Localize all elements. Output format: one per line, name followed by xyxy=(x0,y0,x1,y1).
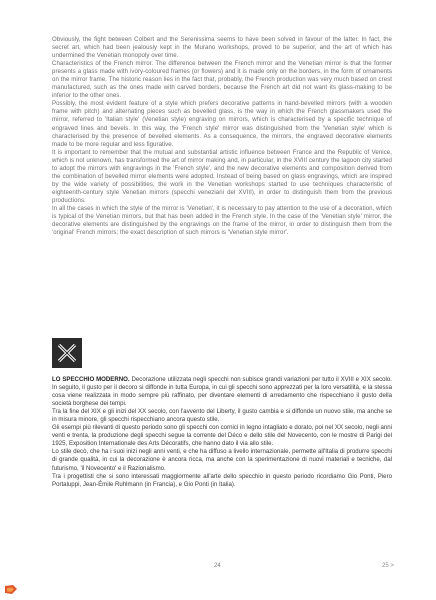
english-paragraph-3: Possibly, the most evident feature of a style which prefers decorative patterns in hand-bevelled mirrors (with a wooden frame with pitch) and alternating pieces such as bevelled glass, is the way in which the French glassmakers used the mirror, referred to 'Italian style' (Venetian style) engraving on mirrors, which is characterised by a specific technique of engraved lines and bevels. In this way, the 'French style' mirror was distinguished from the 'Venetian style' which is characterised by the presence of bevelled elements. As a consequence, the mirrors, the engraved decorative elements made to be more regular and less figurative. xyxy=(52,100,392,148)
italian-section-heading: LO SPECCHIO MODERNO. xyxy=(52,376,130,383)
italian-paragraph-3: Gli esempi più rilevanti di questo periodo sono gli specchi con cornici in legno intagliato e dorato, poi nel XX secolo, negli anni venti e trenta, la produzione degli specchi segue la corrente del Déco e dello stile del Novecento, con le mostre di Parigi del 1925, Exposition Internationale des Arts Décoratifs, che hanno dato il via allo stile. xyxy=(52,424,392,448)
italian-paragraph-1 xyxy=(52,376,392,408)
english-text-block xyxy=(52,36,392,237)
english-paragraph-5: In all the cases in which the style of the mirror is 'Venetian', it is necessary to pay attention to the use of a decoration, which is typical of the Venetian mirrors, but that has been added in the French style. In the case of the 'Venetian style' mirror, the decorative elements are distinguished by the engravings on the frame of the mirror, in order to distinguish them from the 'original' French mirrors; the exact description of such mirrors is 'Venetian style mirror'. xyxy=(52,204,392,237)
italian-paragraph-2: Tra la fine del XIX e gli inizi del XX secolo, con l'avvento del Liberty, il gusto cambia e si diffonde un nuovo stile, ma anche se in misura minore, gli specchi rispecchiano ancora questo stile. xyxy=(52,408,392,424)
bookmark-icon xyxy=(4,582,18,593)
italian-paragraph-1-body: Decorazione utilizzata negli specchi non subisce grandi variazioni per tutto il XVIII e XIX secolo. In seguito, il gusto per il decoro si diffonde in tutta Europa, in cui gli specchi sono apprezzati per la loro versatilità, e la stessa cosa viene realizzata in modo sempre più raffinato, per diventare elementi di arredamento che rispecchiano il gusto della società borghese dei tempi. xyxy=(52,376,392,408)
page-reference[interactable]: 25 > xyxy=(382,563,394,569)
page-number: 24 xyxy=(214,563,221,569)
english-paragraph-2: Characteristics of the French mirror. The difference between the French mirror and the Venetian mirror is that the former presents a glass made with ivory-coloured frames (or flowers) and it is made only on the borders, in the form of ornaments on the mirror frame. The historic reason lies in the fact that, probably, the French production was very much based on crest manufactured, such as the ones made with carved borders, because the French art did not want its glass-making to be inferior to the other ones. xyxy=(52,60,392,100)
english-paragraph-1: Obviously, the fight between Colbert and the Serenissima seems to have been solved in favour of the latter. In fact, the secret art, which had been jealously kept in the Murano workshops, proved to be superior, and the art of which has undermined the Venetian monopoly over time. xyxy=(52,36,392,60)
italian-paragraph-5: Tra i progettisti che si sono interessati maggiormente all'arte dello specchio in questo periodo ricordiamo Gio Ponti, Piero Portaluppi, Jean-Émile Ruhlmann (in Francia), e Gio Ponti (in Italia). xyxy=(52,472,392,488)
english-paragraph-4: It is important to remember that the mutual and substantial artistic influence between France and the Republic of Venice, which is not unknown, has transformed the art of mirror making and, in particular, in the XVIII century the lagoon city started to adopt the mirrors with engravings in the 'French style', and the new decorative elements and composition derived from the combination of bevelled mirror elements were adopted. Instead of being based on glass engravings, which are inspired by the wide variety of possibilities, the work in the Venetian workshops started to use techniques characteristic of eighteenth-century style Venetian mirrors (specchi veneziani del XVIII), in order to distinguish them from the previous productions. xyxy=(52,148,392,204)
italian-text-block xyxy=(52,376,392,489)
italian-paragraph-4: Lo stile decò, che ha i suoi inizi negli anni venti, e che ha diffuso a livello internazionale, permette all'Italia di produrre specchi di grande qualità, in cui la decorazione è ancora ricca, ma anche con la sperimentazione di nuovi materiali e tecniche, dal futurismo, 'il Novecento' e il Razionalismo. xyxy=(52,448,392,472)
x-logo-icon xyxy=(52,338,82,368)
